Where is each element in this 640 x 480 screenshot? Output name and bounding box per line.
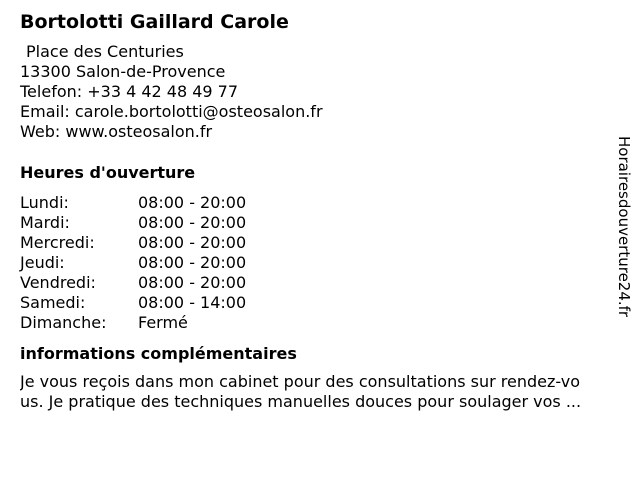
address-street: Place des Centuries [26, 42, 184, 61]
hours-heading: Heures d'ouverture [20, 163, 196, 182]
site-watermark: Horairesdouverture24.fr [615, 136, 633, 318]
web-line: Web: www.osteosalon.fr [20, 122, 213, 141]
hours-time: 08:00 - 20:00 [138, 233, 247, 252]
hours-row-jeudi [20, 253, 632, 273]
info-heading: informations complémentaires [20, 344, 297, 363]
info-text-line-1: Je vous reçois dans mon cabinet pour des consultations sur rendez-vo [20, 372, 580, 391]
info-text-line-2: us. Je pratique des techniques manuelles douces pour soulager vos ... [20, 392, 582, 411]
hours-day: Lundi: [20, 193, 69, 212]
hours-time: 08:00 - 20:00 [138, 273, 247, 292]
hours-time: 08:00 - 20:00 [138, 193, 247, 212]
hours-time: 08:00 - 14:00 [138, 293, 247, 312]
business-name: Bortolotti Gaillard Carole [20, 11, 289, 33]
hours-day: Dimanche: [20, 313, 107, 332]
hours-row-vendredi [20, 273, 632, 293]
hours-table [20, 193, 632, 333]
email-line: Email: carole.bortolotti@osteosalon.fr [20, 102, 323, 121]
hours-time: 08:00 - 20:00 [138, 213, 247, 232]
hours-day: Samedi: [20, 293, 86, 312]
address-block [20, 42, 632, 142]
address-city: 13300 Salon-de-Provence [20, 62, 226, 81]
hours-day: Vendredi: [20, 273, 96, 292]
hours-day: Mercredi: [20, 233, 95, 252]
hours-row-dimanche [20, 313, 632, 333]
hours-row-lundi [20, 193, 632, 213]
hours-day: Jeudi: [20, 253, 65, 272]
hours-time: 08:00 - 20:00 [138, 253, 247, 272]
hours-row-mardi [20, 213, 632, 233]
phone-line: Telefon: +33 4 42 48 49 77 [20, 82, 239, 101]
hours-day: Mardi: [20, 213, 70, 232]
hours-row-mercredi [20, 233, 632, 253]
hours-row-samedi [20, 293, 632, 313]
hours-time: Fermé [138, 313, 188, 332]
business-card [20, 10, 632, 412]
